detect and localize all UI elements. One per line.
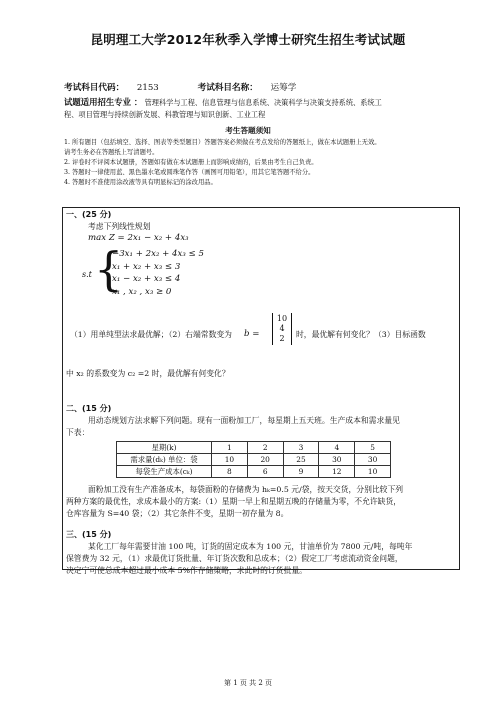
- table-header-row: [117, 442, 391, 454]
- table-header-cell: 5: [355, 442, 391, 454]
- table-header-cell: 1: [212, 442, 248, 454]
- table-cell: 8: [212, 466, 248, 478]
- q1-part-c: 中 x₂ 的系数变为 c₂ =2 时，最优解有何变化？: [66, 369, 230, 378]
- table-cell: 20: [247, 454, 283, 466]
- q1-b-vector: [272, 313, 292, 345]
- exam-name-label: 考试科目名称：: [197, 83, 258, 93]
- q2-body-1: 面粉加工没有生产准备成本，每袋面粉的存储费为 hₖ=0.5 元/袋，按天交货，分别比较下列: [88, 485, 404, 494]
- table-header-cell: 4: [319, 442, 355, 454]
- q3-body-3: 决定宁可使总成本超过最小成本 5%作存储策略，求此时的订货批量。: [66, 566, 307, 575]
- table-cell: 30: [319, 454, 355, 466]
- production-table: [116, 441, 391, 478]
- notice-item: 请考生务必在答题纸上写清题号。: [64, 149, 159, 156]
- majors-label: 试题适用招生专业 ：: [64, 97, 143, 107]
- exam-name-value: 运筹学: [270, 83, 297, 93]
- table-cell: 10: [212, 454, 248, 466]
- q2-heading: 二、(15 分): [66, 404, 112, 413]
- table-header-cell: 星期(k): [117, 442, 212, 454]
- q3-body-1: 某化工厂每年需要甘油 100 吨，订货的固定成本为 100 元，甘油单价为 7800 元/吨，每吨年: [88, 542, 413, 551]
- notice-item: 2. 评卷时不评阅本试题册，答题如有做在本试题册上而影响成绩的，后果由考生自己负责。: [64, 159, 318, 166]
- notice-list: [64, 138, 454, 188]
- exam-code-line: [64, 82, 296, 94]
- table-cell: 12: [319, 466, 355, 478]
- table-header-cell: 2: [247, 442, 283, 454]
- q1-constraints: [112, 248, 204, 298]
- q1-intro: 考虑下列线性规划: [88, 222, 151, 231]
- notice-item: 1. 所有题目（包括填空、选择、图表等类型题目）答题答案必须做在考点发给的答题纸上，做在本试题册上无效。: [64, 139, 381, 146]
- q1-st-label: s.t: [82, 270, 92, 279]
- table-cell: 每袋生产成本(cₖ): [117, 466, 212, 478]
- q2-body-3: 仓库容量为 S=40 袋；（2）其它条件不变，星期一初存量为 8。: [66, 509, 289, 518]
- majors-line-2: 程、项目管理与持续创新发展、科教管理与知识创新、工业工程: [64, 110, 266, 119]
- table-cell: 25: [283, 454, 319, 466]
- table-cell: 9: [283, 466, 319, 478]
- q1-part-a: （1）用单纯型法求最优解；（2）右端常数变为: [70, 330, 232, 339]
- q2-body-2: 两种方案的最优性，求成本最小的方案:（1）星期一早上和星期五晚的存储量为零，不允许缺货，: [66, 497, 402, 506]
- exam-code-value: 2153: [136, 83, 159, 93]
- q2-intro-2: 下表：: [66, 428, 90, 437]
- table-row: [117, 454, 391, 466]
- table-row: [117, 466, 391, 478]
- q1-part-b: 时，最优解有何变化？（3）目标函数: [296, 330, 426, 339]
- table-cell: 30: [355, 454, 391, 466]
- constraint-brace-icon: {: [94, 242, 124, 296]
- notice-item: 3. 答题时一律使用蓝、黑色墨水笔或圆珠笔作答（画图可用铅笔），用其它笔答题不给分。: [64, 169, 315, 176]
- table-cell: 10: [355, 466, 391, 478]
- exam-code-label: 考试科目代码：: [64, 83, 125, 93]
- q1-objective: max Z = 2x₁ − x₂ + 4x₃: [88, 233, 189, 243]
- table-cell: 需求量(dₖ) 单位：袋: [117, 454, 212, 466]
- table-cell: 6: [247, 466, 283, 478]
- q1-b-entry: 2: [279, 334, 285, 343]
- q1-constraint: x₁ , x₂ , x₃ ≥ 0: [112, 286, 172, 297]
- q3-heading: 三、(15 分): [66, 530, 112, 539]
- majors-line-1: 管理科学与工程、信息管理与信息系统、决策科学与决策支持系统、系统工: [144, 98, 382, 107]
- page-footer: 第 1 页 共 2 页: [223, 679, 273, 687]
- q1-b-entry: 4: [279, 324, 285, 333]
- q1-constraint: −3x₁ + 2x₂ + 4x₃ ≤ 5: [112, 249, 204, 259]
- majors-block: [64, 96, 444, 121]
- q1-constraint: x₁ + x₂ + x₃ ≤ 3: [112, 261, 181, 272]
- q2-intro-1: 用动态规划方法求解下列问题。现有一面粉加工厂，每星期上五天班。生产成本和需求量见: [88, 416, 400, 425]
- notice-item: 4. 答题时不准使用涂改液等具有明显标记的涂改用品。: [64, 179, 217, 186]
- q1-constraint: x₁ − x₂ + x₃ ≤ 4: [112, 274, 181, 284]
- q1-heading: 一、(25 分): [66, 210, 112, 219]
- notice-title: 考生答题须知: [225, 126, 271, 135]
- q3-body-2: 保管费为 32 元，（1）求最优订货批量、年订货次数和总成本；（2）假定工厂考虑流动资金问题，: [66, 554, 403, 563]
- table-header-cell: 3: [283, 442, 319, 454]
- q1-b-entry: 10: [276, 314, 288, 323]
- page-title: 昆明理工大学2012年秋季入学博士研究生招生考试试题: [90, 32, 406, 47]
- q1-b-symbol: b =: [244, 329, 260, 339]
